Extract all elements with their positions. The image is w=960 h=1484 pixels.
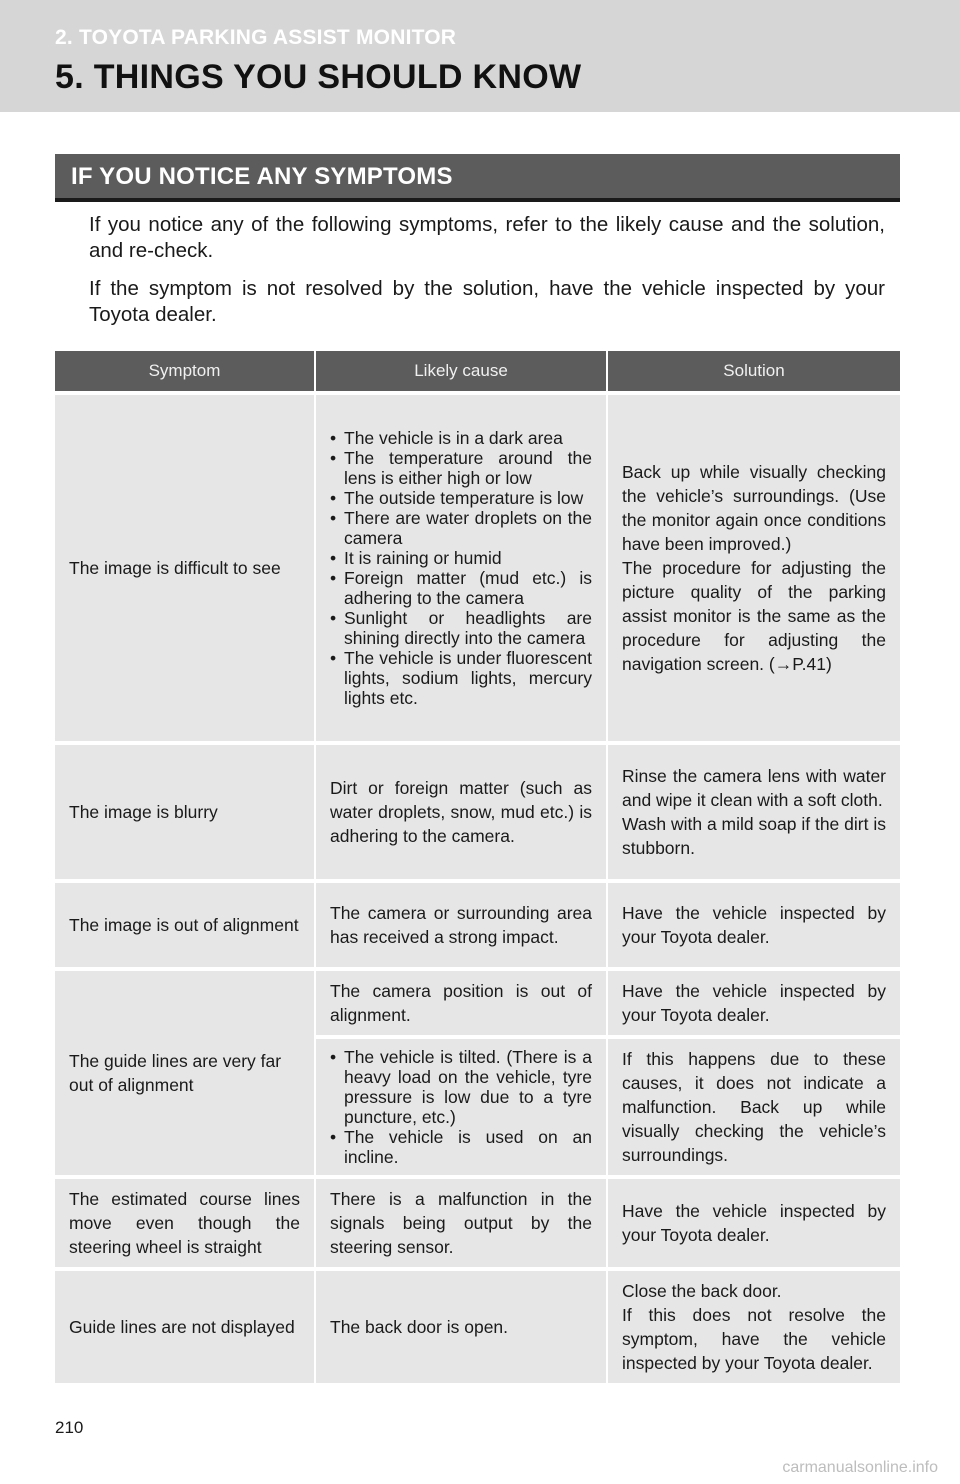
cause-item: • The temperature around the lens is either high or low <box>330 448 592 488</box>
cause-item: • Sunlight or headlights are shining directly into the camera <box>330 608 592 648</box>
symptom-cell: The estimated course lines move even though the steering wheel is straight <box>55 1177 315 1269</box>
cause-item: • The vehicle is under fluorescent lights, sodium lights, mercury lights etc. <box>330 648 592 708</box>
section-label: 2. TOYOTA PARKING ASSIST MONITOR <box>55 26 457 49</box>
cause-item: • The outside temperature is low <box>330 488 592 508</box>
solution-text: If this does not resolve the symptom, have the vehicle inspected by your Toyota dealer. <box>622 1305 886 1373</box>
cause-item: • It is raining or humid <box>330 548 592 568</box>
table-row <box>55 1177 900 1269</box>
subheading-band <box>55 154 900 202</box>
cause-cell: There is a malfunction in the signals being output by the steering sensor. <box>315 1177 607 1269</box>
header-symptom: Symptom <box>55 351 315 393</box>
solution-text: The procedure for adjusting the picture quality of the parking assist monitor is the same as the procedure for adjusting the navigation screen. (→P.41) <box>622 558 886 674</box>
solution-cell <box>607 743 900 881</box>
intro-text <box>89 212 885 340</box>
cause-cell: The camera position is out of alignment. <box>315 969 607 1037</box>
header-likely-cause: Likely cause <box>315 351 607 393</box>
symptom-cell: The guide lines are very far out of alignment <box>55 969 315 1177</box>
cause-item: • The vehicle is used on an incline. <box>330 1127 592 1167</box>
solution-cell <box>607 393 900 743</box>
table-row <box>55 1269 900 1383</box>
header-solution: Solution <box>607 351 900 393</box>
cause-cell <box>315 1037 607 1177</box>
subheading-title: IF YOU NOTICE ANY SYMPTOMS <box>71 163 453 190</box>
table-row <box>55 969 900 1037</box>
cause-cell: The back door is open. <box>315 1269 607 1383</box>
watermark: carmanualsonline.info <box>782 1459 938 1476</box>
solution-cell: Have the vehicle inspected by your Toyota dealer. <box>607 969 900 1037</box>
cause-item: • The vehicle is tilted. (There is a heavy load on the vehicle, tyre pressure is low due to a tyre puncture, etc.) <box>330 1047 592 1127</box>
cause-item: • The vehicle is in a dark area <box>330 428 592 448</box>
cause-list <box>330 428 592 708</box>
solution-text: Rinse the camera lens with water and wipe it clean with a soft cloth. <box>622 766 886 810</box>
solution-text: Close the back door. <box>622 1281 782 1301</box>
solution-text: Back up while visually checking the vehicle’s surroundings. (Use the monitor again once conditions have been improved.) <box>622 462 886 554</box>
symptom-cell: Guide lines are not displayed <box>55 1269 315 1383</box>
table-row <box>55 881 900 969</box>
table-header-row <box>55 351 900 393</box>
solution-cell: If this happens due to these causes, it does not indicate a malfunction. Back up while visually checking the vehicle’s surroundings. <box>607 1037 900 1177</box>
cause-cell <box>315 393 607 743</box>
solution-cell <box>607 1269 900 1383</box>
cause-list <box>330 1047 592 1167</box>
cause-item: • Foreign matter (mud etc.) is adhering to the camera <box>330 568 592 608</box>
intro-paragraph-1: If you notice any of the following symptoms, refer to the likely cause and the solution, and re-check. <box>89 213 885 262</box>
solution-cell: Have the vehicle inspected by your Toyota dealer. <box>607 1177 900 1269</box>
symptom-cell: The image is difficult to see <box>55 393 315 743</box>
cause-cell: The camera or surrounding area has received a strong impact. <box>315 881 607 969</box>
table-row <box>55 393 900 743</box>
header-band <box>0 0 960 112</box>
symptom-cell: The image is blurry <box>55 743 315 881</box>
solution-text: Wash with a mild soap if the dirt is stubborn. <box>622 814 886 858</box>
symptoms-table <box>55 351 900 1383</box>
page-title: 5. THINGS YOU SHOULD KNOW <box>55 58 582 96</box>
solution-cell: Have the vehicle inspected by your Toyota dealer. <box>607 881 900 969</box>
intro-paragraph-2: If the symptom is not resolved by the solution, have the vehicle inspected by your Toyota dealer. <box>89 277 885 326</box>
table-row <box>55 743 900 881</box>
page-number: 210 <box>55 1418 84 1437</box>
cause-cell: Dirt or foreign matter (such as water droplets, snow, mud etc.) is adhering to the camera. <box>315 743 607 881</box>
cause-item: • There are water droplets on the camera <box>330 508 592 548</box>
symptom-cell: The image is out of alignment <box>55 881 315 969</box>
